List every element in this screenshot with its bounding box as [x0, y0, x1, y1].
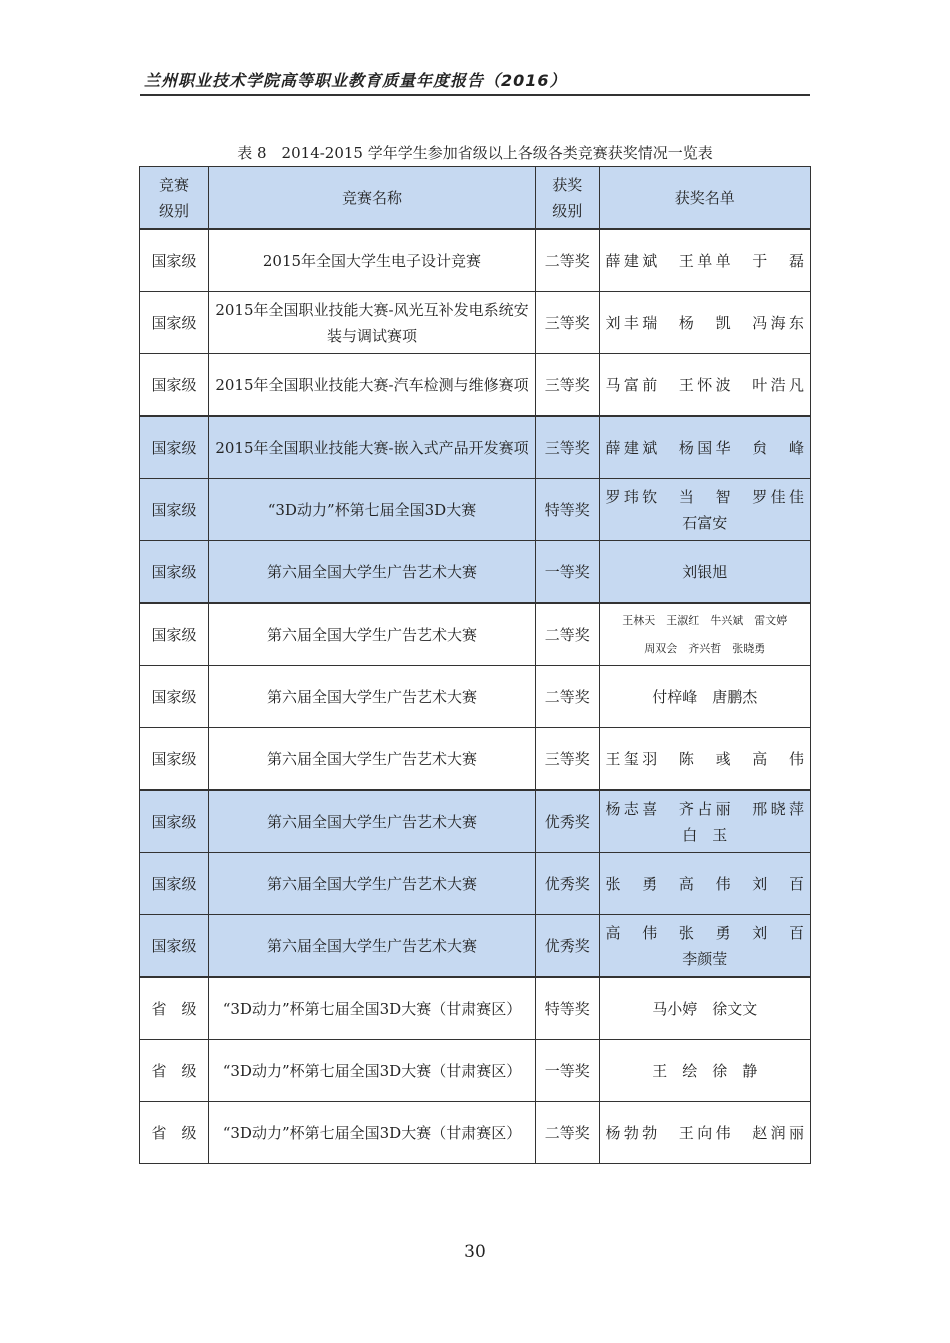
- winners-line-1: 高 伟 张 勇 刘 百: [605, 923, 804, 942]
- cell-award: 优秀奖: [535, 790, 599, 853]
- winners-line-2: 石富安: [682, 513, 728, 532]
- cell-name: 第六届全国大学生广告艺术大赛: [209, 728, 536, 791]
- cell-level: 国家级: [140, 853, 209, 915]
- cell-award: 特等奖: [535, 977, 599, 1040]
- cell-level: 国家级: [140, 354, 209, 417]
- cell-winners: 薛建斌 杨国华 贠 峰: [599, 416, 810, 479]
- cell-award: 一等奖: [535, 541, 599, 604]
- table-row: [140, 728, 811, 791]
- cell-level: 国家级: [140, 666, 209, 728]
- table-row: [140, 915, 811, 978]
- cell-name: “3D动力”杯第七届全国3D大赛（甘肃赛区）: [209, 977, 536, 1040]
- report-title: 兰州职业技术学院高等职业教育质量年度报告（2016）: [144, 71, 567, 90]
- header-level: [140, 167, 209, 230]
- cell-award: 三等奖: [535, 416, 599, 479]
- table-row: [140, 479, 811, 541]
- cell-award: 三等奖: [535, 728, 599, 791]
- table-row: [140, 541, 811, 604]
- cell-name: 第六届全国大学生广告艺术大赛: [209, 853, 536, 915]
- cell-award: 三等奖: [535, 354, 599, 417]
- cell-name: 2015年全国职业技能大赛-风光互补发电系统安装与调试赛项: [209, 292, 536, 354]
- cell-level: 省 级: [140, 1040, 209, 1102]
- cell-award: 特等奖: [535, 479, 599, 541]
- table-row: [140, 1040, 811, 1102]
- table-row: [140, 229, 811, 292]
- cell-award: 二等奖: [535, 1102, 599, 1164]
- table-row: [140, 603, 811, 666]
- cell-winners: 刘银旭: [599, 541, 810, 604]
- table-row: [140, 416, 811, 479]
- cell-winners: 王 绘 徐 静: [599, 1040, 810, 1102]
- cell-name: 第六届全国大学生广告艺术大赛: [209, 541, 536, 604]
- cell-winners: [599, 915, 810, 978]
- cell-award: 二等奖: [535, 603, 599, 666]
- cell-winners: 刘丰瑞 杨 凯 冯海东: [599, 292, 810, 354]
- cell-level: 国家级: [140, 229, 209, 292]
- cell-winners: 张 勇 高 伟 刘 百: [599, 853, 810, 915]
- cell-award: 优秀奖: [535, 915, 599, 978]
- table-row: [140, 790, 811, 853]
- cell-award: 二等奖: [535, 666, 599, 728]
- table-row: [140, 354, 811, 417]
- cell-winners: 王玺羽 陈 彧 高 伟: [599, 728, 810, 791]
- cell-level: 省 级: [140, 977, 209, 1040]
- cell-name: 2015年全国职业技能大赛-嵌入式产品开发赛项: [209, 416, 536, 479]
- table-caption: 表 8 2014-2015 学年学生参加省级以上各级各类竞赛获奖情况一览表: [237, 144, 713, 162]
- cell-winners: 马富前 王怀波 叶浩凡: [599, 354, 810, 417]
- cell-winners: 杨勃勃 王向伟 赵润丽: [599, 1102, 810, 1164]
- cell-level: 国家级: [140, 790, 209, 853]
- table-row: [140, 292, 811, 354]
- table-row: [140, 666, 811, 728]
- cell-level: 国家级: [140, 479, 209, 541]
- header-award-text: 获奖级别: [552, 175, 583, 220]
- table-row: [140, 853, 811, 915]
- table-header-row: [140, 167, 811, 230]
- cell-name: “3D动力”杯第七届全国3D大赛（甘肃赛区）: [209, 1102, 536, 1164]
- page-number: 30: [464, 1242, 486, 1262]
- cell-winners: 马小婷 徐文文: [599, 977, 810, 1040]
- cell-level: 国家级: [140, 541, 209, 604]
- cell-level: 国家级: [140, 603, 209, 666]
- cell-name: “3D动力”杯第七届全国3D大赛（甘肃赛区）: [209, 1040, 536, 1102]
- cell-winners: [599, 790, 810, 853]
- cell-name: 第六届全国大学生广告艺术大赛: [209, 666, 536, 728]
- cell-level: 国家级: [140, 416, 209, 479]
- table-row: [140, 977, 811, 1040]
- winners-line-1: 王林天 王淑红 牛兴斌 雷文婷: [622, 613, 788, 627]
- winners-line-2: 周双会 齐兴哲 张晓勇: [644, 641, 766, 655]
- cell-award: 一等奖: [535, 1040, 599, 1102]
- cell-name: “3D动力”杯第七届全国3D大赛: [209, 479, 536, 541]
- winners-line-1: 杨志喜 齐占丽 邢晓萍: [605, 799, 804, 818]
- cell-winners: [599, 479, 810, 541]
- cell-winners: [599, 603, 810, 666]
- winners-line-1: 罗玮钦 当 智 罗佳佳: [605, 487, 804, 506]
- cell-level: 国家级: [140, 292, 209, 354]
- table-row: [140, 1102, 811, 1164]
- winners-line-2: 李颜莹: [682, 949, 728, 968]
- cell-award: 二等奖: [535, 229, 599, 292]
- cell-award: 优秀奖: [535, 853, 599, 915]
- header-name: 竞赛名称: [209, 167, 536, 230]
- header-award: [535, 167, 599, 230]
- awards-table: [139, 166, 811, 1164]
- cell-name: 2015年全国大学生电子设计竞赛: [209, 229, 536, 292]
- page-header: [140, 66, 810, 96]
- header-winners: 获奖名单: [599, 167, 810, 230]
- cell-name: 2015年全国职业技能大赛-汽车检测与维修赛项: [209, 354, 536, 417]
- cell-name: 第六届全国大学生广告艺术大赛: [209, 915, 536, 978]
- cell-name: 第六届全国大学生广告艺术大赛: [209, 603, 536, 666]
- cell-winners: 薛建斌 王单单 于 磊: [599, 229, 810, 292]
- cell-level: 国家级: [140, 915, 209, 978]
- cell-level: 省 级: [140, 1102, 209, 1164]
- cell-winners: 付梓峰 唐鹏杰: [599, 666, 810, 728]
- cell-award: 三等奖: [535, 292, 599, 354]
- cell-name: 第六届全国大学生广告艺术大赛: [209, 790, 536, 853]
- cell-level: 国家级: [140, 728, 209, 791]
- header-level-text: 竞赛级别: [159, 175, 190, 220]
- winners-line-2: 白 玉: [682, 825, 728, 844]
